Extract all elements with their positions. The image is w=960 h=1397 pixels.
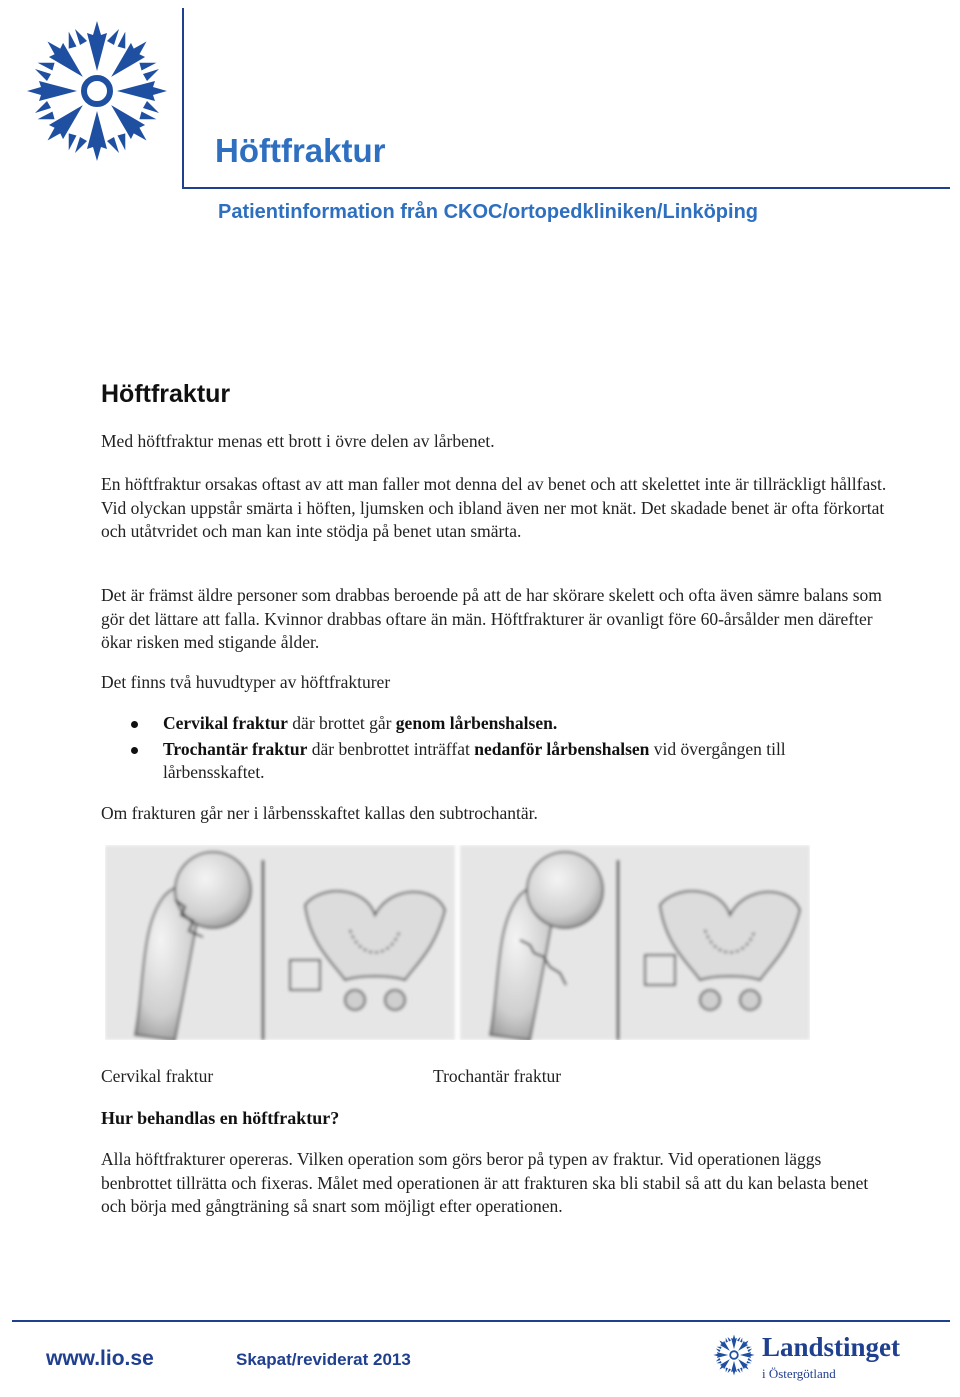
fracture-illustration [105,845,810,1040]
list-item [101,712,891,736]
page-title: Höftfraktur [215,132,386,169]
page-subtitle: Patientinformation från CKOC/ortopedkliniken/Linköping [218,201,759,223]
bullet-text: där brottet går [287,713,396,733]
header-horizontal-rule [182,187,950,189]
bullet-icon [131,747,138,754]
bullet-term: Trochantär fraktur [163,738,308,759]
header-vertical-rule [182,8,184,188]
bullet-emphasis: nedanför lårbenshalsen [474,738,650,759]
paragraph-cause: En höftfraktur orsakas oftast av att man faller mot denna del av benet och att skelettet inte är tillräckligt hållfast. Vid olyckan uppstår smärta i höften, ljumsken och ibland även ner mot knät. Det skadade benet är ofta förkortat och utåtvridet och man kan inte stödja på benet utan smärta. [101,474,887,541]
bullet-text: vid övergången till lårbensskaftet. [163,738,786,782]
snowflake-flower-logo-icon [22,16,172,166]
bullet-term: Cervikal fraktur [163,713,288,733]
fracture-type-list [101,712,891,787]
footer-brand-name: Landstinget [762,1332,901,1362]
trochanteric-fracture-image [460,845,810,1040]
footer-revision-date: Skapat/reviderat 2013 [236,1350,411,1369]
caption-cervical: Cervikal fraktur [101,1066,214,1086]
cervical-fracture-image [105,845,455,1040]
bullet-text: där benbrottet inträffat [307,738,475,759]
paragraph-risk-groups: Det är främst äldre personer som drabbas beroende på att de har skörare skelett och ofta även sämre balans som gör det lättare att falla. Kvinnor drabbas oftare än män. Höftfrakturer är ovanligt före 60-årsålder men därefter ökar risken med stigande ålder. [101,585,882,652]
footer-rule [12,1320,950,1322]
paragraph-types-intro: Det finns två huvudtyper av höftfrakturer [101,672,391,692]
landstinget-logo-icon [712,1333,756,1377]
paragraph-treatment: Alla höftfrakturer opereras. Vilken operation som görs beror på typen av fraktur. Vid operationen läggs benbrottet tillrätta och fixeras. Målet med operationen är att frakturen ska bli stabil så att du kan belasta benet och börja med gångträning så snart som möjligt efter operationen. [101,1149,869,1216]
treatment-heading: Hur behandlas en höftfraktur? [101,1108,340,1128]
bullet-emphasis: genom lårbenshalsen. [395,713,558,733]
section-heading: Höftfraktur [101,380,231,408]
paragraph-subtrochanteric: Om frakturen går ner i lårbensskaftet kallas den subtrochantär. [101,803,538,823]
bullet-icon [131,721,138,728]
footer-brand-region: i Östergötland [762,1366,836,1381]
footer-url-link[interactable]: www.lio.se [46,1347,154,1370]
paragraph-definition: Med höftfraktur menas ett brott i övre delen av lårbenet. [101,431,495,451]
list-item [101,738,891,785]
caption-trochanteric: Trochantär fraktur [433,1066,562,1086]
